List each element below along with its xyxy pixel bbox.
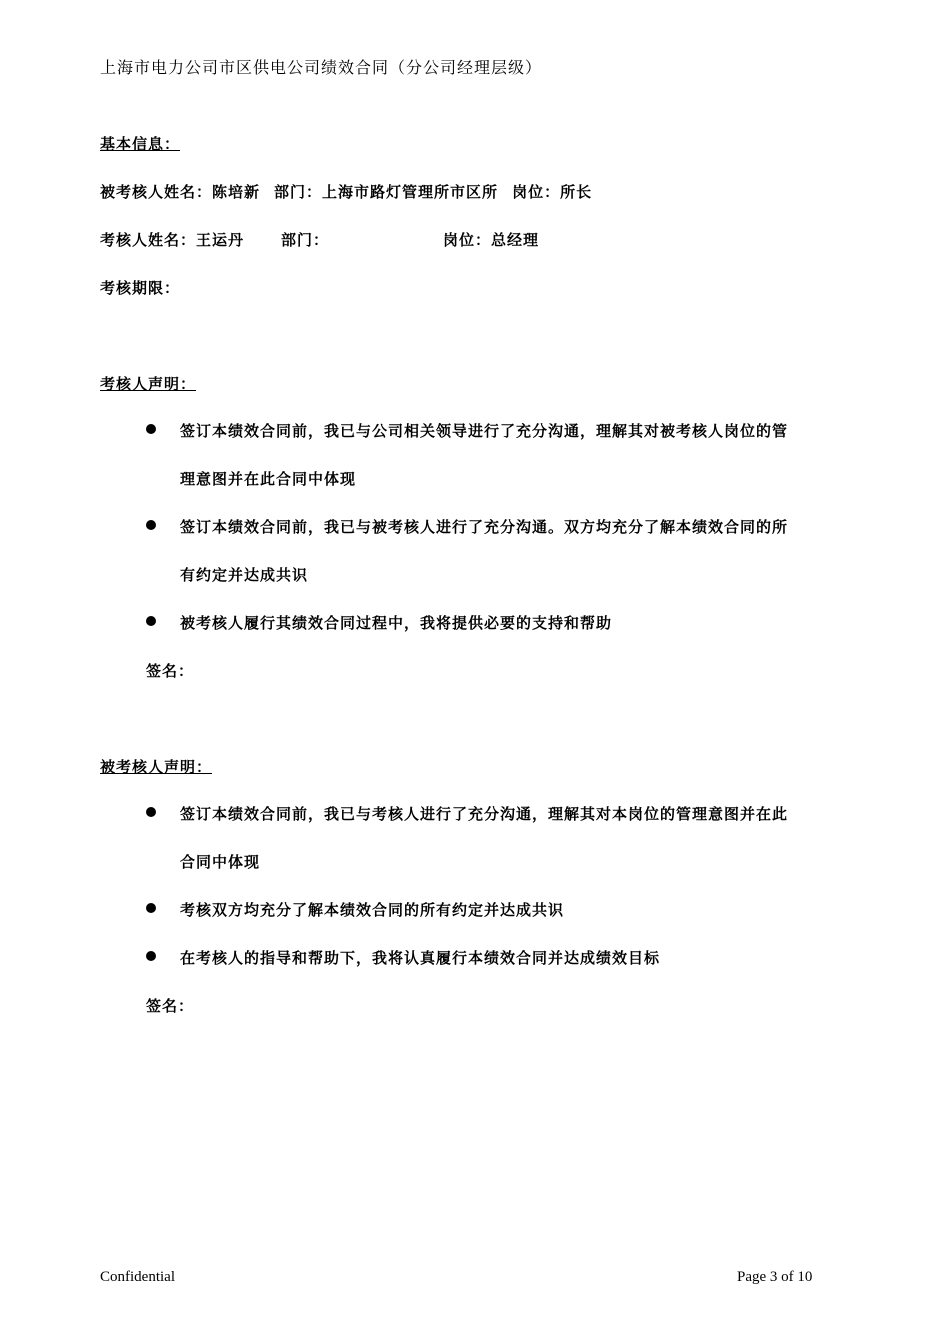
examinee-dept: 上海市路灯管理所市区所 (322, 183, 499, 201)
bullet-icon (146, 616, 156, 626)
examinee-statement-item-1-line-2: 合同中体现 (180, 853, 261, 871)
examinee-statement-heading: 被考核人声明： (100, 758, 213, 776)
examinee-post: 所长 (560, 183, 593, 201)
examinee-statement-item-1-line-1: 签订本绩效合同前，我已与考核人进行了充分沟通，理解其对本岗位的管理意图并在此 (180, 805, 789, 823)
bullet-icon (146, 807, 156, 817)
period-label: 考核期限： (100, 279, 181, 297)
examiner-name: 王运丹 (196, 231, 245, 249)
examiner-statement-item-1-line-2: 理意图并在此合同中体现 (180, 470, 357, 488)
bullet-icon (146, 903, 156, 913)
examiner-statement-item-1-line-1: 签订本绩效合同前，我已与公司相关领导进行了充分沟通，理解其对被考核人岗位的管 (180, 422, 789, 440)
examiner-post-group (443, 229, 539, 250)
bullet-icon (146, 951, 156, 961)
examinee-name-label: 被考核人姓名： (100, 183, 213, 201)
examinee-statement-item-3-line-1: 在考核人的指导和帮助下，我将认真履行本绩效合同并达成绩效目标 (180, 949, 661, 967)
examiner-sign-label: 签名： (146, 662, 195, 680)
bullet-icon (146, 424, 156, 434)
examiner-name-label: 考核人姓名： (100, 231, 197, 249)
examiner-statement-item-3-line-1: 被考核人履行其绩效合同过程中，我将提供必要的支持和帮助 (180, 614, 613, 632)
examinee-statement-item-2-line-1: 考核双方均充分了解本绩效合同的所有约定并达成共识 (180, 901, 565, 919)
examinee-name: 陈培新 (212, 183, 261, 201)
bullet-icon (146, 520, 156, 530)
examinee-info-line (100, 181, 592, 202)
basic-info-heading: 基本信息： (100, 135, 181, 153)
examiner-info-line (100, 229, 244, 250)
examinee-dept-label: 部门： (274, 183, 323, 201)
examiner-statement-item-2-line-2: 有约定并达成共识 (180, 566, 309, 584)
examiner-dept-label: 部门： (281, 231, 330, 249)
document-header-title: 上海市电力公司市区供电公司绩效合同（分公司经理层级） (100, 58, 543, 77)
examinee-sign-label: 签名： (146, 997, 195, 1015)
footer-confidential: Confidential (100, 1269, 175, 1285)
footer-page-number: Page 3 of 10 (737, 1269, 813, 1285)
examiner-post-label: 岗位： (443, 231, 492, 249)
examiner-post: 总经理 (491, 231, 540, 249)
examiner-statement-item-2-line-1: 签订本绩效合同前，我已与被考核人进行了充分沟通。双方均充分了解本绩效合同的所 (180, 518, 789, 536)
examinee-post-label: 岗位： (512, 183, 561, 201)
examiner-statement-heading: 考核人声明： (100, 375, 197, 393)
